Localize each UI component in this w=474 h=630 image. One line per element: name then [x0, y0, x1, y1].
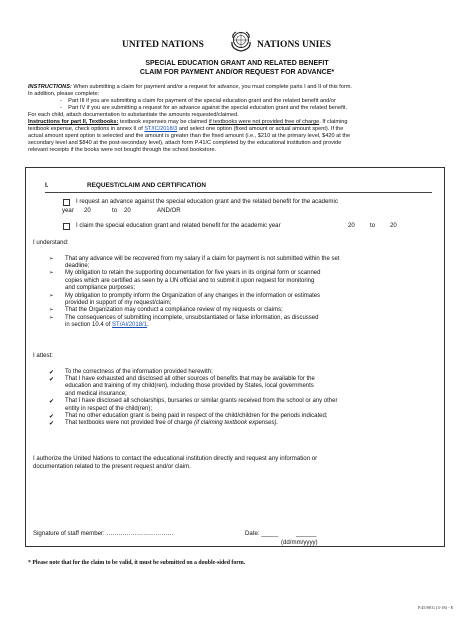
section1-number: I.	[45, 182, 49, 189]
check-bullet-icon: ✔	[49, 376, 55, 383]
org-name-fr: NATIONS UNIES	[257, 40, 331, 50]
list-item-text: That no other education grant is being paid in respect of the child/children for the periods indicated;	[65, 412, 328, 419]
list-item-text: That the Organization may conduct a compliance review of my requests or claims;	[65, 307, 283, 314]
option1-year-label: year	[62, 207, 74, 214]
list-item-text: education and training of my child(ren), including those provided by States, local governments	[65, 383, 314, 390]
list-item-text: To the correctness of the information provided herewith;	[65, 368, 213, 375]
instructions-part4: - Part IV if you are submitting a request for an advance against the special education grant and the related benefit.	[60, 105, 348, 111]
date-field[interactable]: Date: _____	[245, 530, 279, 537]
authorize-line2: documentation related to the present request and/or claim.	[33, 463, 191, 470]
date-format-hint: (dd/mm/yyyy)	[281, 539, 318, 546]
option1-to: to	[112, 207, 118, 214]
list-item-text: My obligation to promptly inform the Organization of any changes in the information or estimates	[65, 292, 321, 299]
check-bullet-icon: ✔	[49, 399, 55, 406]
double-sided-footnote: * Please note that for the claim to be valid, it must be submitted on a double-sided form.	[28, 560, 246, 566]
check-bullet-icon: ✔	[49, 421, 55, 428]
st-ai-2018-1-link[interactable]: ST/AI/2018/1	[112, 322, 148, 329]
arrow-bullet-icon: ➢	[49, 307, 54, 314]
list-item-text: The consequences of submitting incomplete, unsubstantiated or false information, as discussed	[65, 314, 319, 321]
instructions-part3: - Part III if you are submitting a claim for payment of the special education grant and the related benefit and/or	[60, 98, 336, 104]
list-item-text: copies which are certified as seen by a UN official and to submit it upon request for monitoring	[65, 277, 315, 284]
form-number: P.45/SEG (3-18) - E	[418, 605, 454, 610]
list-item-text: and compliance purposes;	[65, 285, 136, 292]
signature-field[interactable]: Signature of staff member: ……………………………	[33, 530, 174, 537]
instructions-label: INSTRUCTIONS:	[28, 84, 72, 90]
section1-title: REQUEST/CLAIM AND CERTIFICATION	[87, 182, 206, 189]
check-bullet-icon: ✔	[49, 413, 55, 420]
check-bullet-icon: ✔	[49, 369, 55, 376]
option1-year-to[interactable]: 20	[124, 207, 131, 214]
instructions-part2-line5: relevant receipts if the books were not bought through the school bookstore.	[28, 147, 217, 153]
form-title-line2: CLAIM FOR PAYMENT AND/OR REQUEST FOR ADVANCE*	[139, 69, 335, 76]
st-ic-2018-3-link[interactable]: ST/IC/2018/3	[144, 126, 178, 132]
instructions-line2: In addition, please complete:	[28, 91, 100, 97]
arrow-bullet-icon: ➢	[49, 270, 54, 277]
advance-request-checkbox[interactable]	[63, 199, 70, 206]
form-title-line1: SPECIAL EDUCATION GRANT AND RELATED BENEFIT	[145, 60, 329, 67]
instructions-part2: Instructions for part II, Textbooks: textbook expenses may be claimed if textbooks were not provided free of charge. If claiming	[28, 119, 348, 125]
instructions-part2-line2: textbook expense, check options in annex II of ST/IC/2018/3 and select one option (fixed amount or actual amount spent). If the	[28, 126, 344, 132]
instructions-intro: INSTRUCTIONS: When submitting a claim for payment and/or a request for advance, you must complete parts I and II of this form.	[28, 84, 352, 90]
list-item-text: My obligation to retain the supporting documentation for five years in its original form or scanned	[65, 270, 321, 277]
arrow-bullet-icon: ➢	[49, 314, 54, 321]
un-emblem-icon	[229, 29, 253, 53]
list-item-text: entity in respect of the child(ren);	[65, 405, 153, 412]
option2-text: I claim the special education grant and related benefit for the academic year	[76, 222, 281, 229]
authorize-line1: I authorize the United Nations to contact the educational institution directly and request any information or	[33, 455, 318, 462]
option2-to: to	[370, 222, 376, 229]
list-item-text: deadline;	[65, 262, 90, 269]
list-item-text: That textbooks were not provided free of charge (if claiming textbook expenses).	[65, 420, 279, 427]
list-item-text: That any advance will be recovered from my salary if a claim for payment is not submitted within the set	[65, 255, 340, 262]
arrow-bullet-icon: ➢	[49, 292, 54, 299]
option1-andor: AND/OR	[157, 207, 181, 214]
list-item-text: in section 10.4 of ST/AI/2018/1.	[65, 322, 149, 329]
claim-checkbox[interactable]	[63, 223, 70, 230]
instructions-part2-line3: actual amount spent option is selected and the amount is greater than the fixed amount (i.e., $210 at the primary level, $420 at the	[28, 133, 351, 139]
org-name-en: UNITED NATIONS	[122, 40, 204, 50]
list-item-text: provided in support of my request/claim;	[65, 299, 172, 306]
list-item-text: That I have exhausted and disclosed all other sources of benefits that may be available for the	[65, 375, 315, 382]
instructions-part2-line4: secondary level and $840 at the post-secondary level), attach form P.41/C completed by the educational institution and provide	[28, 140, 342, 146]
option1-text: I request an advance against the special education grant and the related benefit for the academic	[76, 198, 338, 205]
attest-label: I attest:	[33, 352, 53, 359]
section1-divider	[45, 192, 432, 193]
understand-label: I understand:	[33, 239, 69, 246]
option1-year-from[interactable]: 20	[84, 207, 91, 214]
date-field-blank[interactable]: ______	[296, 530, 317, 537]
option2-year-from[interactable]: 20	[348, 222, 355, 229]
list-item-text: and medical insurance;	[65, 390, 127, 397]
list-item-text: That I have disclosed all scholarships, bursaries or similar grants received from the school or any other	[65, 398, 338, 405]
arrow-bullet-icon: ➢	[49, 255, 54, 262]
instructions-each-child: For each child, attach documentation to substantiate the amounts requested/claimed.	[28, 112, 239, 118]
option2-year-to[interactable]: 20	[390, 222, 397, 229]
